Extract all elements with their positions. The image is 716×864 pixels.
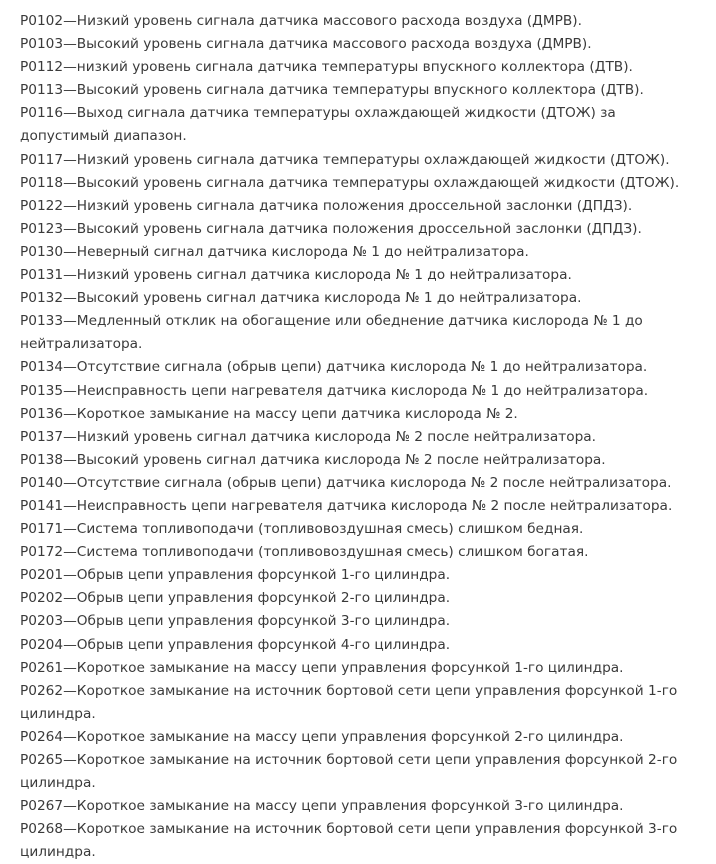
- error-code-p0136: P0136—Короткое замыкание на массу цепи датчика кислорода № 2.: [20, 405, 518, 422]
- error-code-p0268: P0268—Короткое замыкание на источник бортовой сети цепи управления форсункой 3-го цилиндра.: [20, 821, 678, 861]
- error-code-p0201: P0201—Обрыв цепи управления форсункой 1-го цилиндра.: [20, 567, 451, 584]
- error-code-p0118: P0118—Высокий уровень сигнала датчика температуры охлаждающей жидкости (ДТОЖ).: [20, 174, 680, 191]
- error-code-p0122: P0122—Низкий уровень сигнала датчика положения дроссельной заслонки (ДПДЗ).: [20, 197, 633, 214]
- error-code-p0172: P0172—Система топливоподачи (топливовоздушная смесь) слишком богатая.: [20, 544, 589, 561]
- error-code-p0267: P0267—Короткое замыкание на массу цепи управления форсункой 3-го цилиндра.: [20, 798, 624, 815]
- error-code-p0134: P0134—Отсутствие сигнала (обрыв цепи) датчика кислорода № 1 до нейтрализатора.: [20, 359, 648, 376]
- error-code-p0202: P0202—Обрыв цепи управления форсункой 2-го цилиндра.: [20, 590, 451, 607]
- error-code-p0262: P0262—Короткое замыкание на источник бортовой сети цепи управления форсункой 1-го цилиндра.: [20, 682, 678, 722]
- error-code-p0131: P0131—Низкий уровень сигнал датчика кислорода № 1 до нейтрализатора.: [20, 267, 572, 284]
- error-code-p0171: P0171—Система топливоподачи (топливовоздушная смесь) слишком бедная.: [20, 521, 584, 538]
- error-code-p0140: P0140—Отсутствие сигнала (обрыв цепи) датчика кислорода № 2 после нейтрализатора.: [20, 474, 672, 491]
- error-code-p0117: P0117—Низкий уровень сигнала датчика температуры охлаждающей жидкости (ДТОЖ).: [20, 151, 670, 168]
- error-code-p0264: P0264—Короткое замыкание на массу цепи управления форсункой 2-го цилиндра.: [20, 728, 624, 745]
- error-code-p0141: P0141—Неисправность цепи нагревателя датчика кислорода № 2 после нейтрализатора.: [20, 497, 673, 514]
- error-code-p0135: P0135—Неисправность цепи нагревателя датчика кислорода № 1 до нейтрализатора.: [20, 382, 649, 399]
- error-code-p0113: P0113—Высокий уровень сигнала датчика температуры впускного коллектора (ДТВ).: [20, 82, 644, 99]
- error-code-p0204: P0204—Обрыв цепи управления форсункой 4-го цилиндра.: [20, 636, 451, 653]
- error-code-list: [20, 10, 704, 864]
- error-code-p0102: P0102—Низкий уровень сигнала датчика массового расхода воздуха (ДМРВ).: [20, 13, 582, 29]
- error-code-p0130: P0130—Неверный сигнал датчика кислорода № 1 до нейтрализатора.: [20, 243, 529, 260]
- error-code-p0138: P0138—Высокий уровень сигнал датчика кислорода № 2 после нейтрализатора.: [20, 451, 606, 468]
- error-code-p0133: P0133—Медленный отклик на обогащение или обеднение датчика кислорода № 1 до нейтрализатора.: [20, 313, 643, 353]
- error-code-p0112: P0112—низкий уровень сигнала датчика температуры впускного коллектора (ДТВ).: [20, 59, 633, 76]
- error-code-p0203: P0203—Обрыв цепи управления форсункой 3-го цилиндра.: [20, 613, 451, 630]
- error-code-p0137: P0137—Низкий уровень сигнал датчика кислорода № 2 после нейтрализатора.: [20, 428, 597, 445]
- error-code-p0123: P0123—Высокий уровень сигнала датчика положения дроссельной заслонки (ДПДЗ).: [20, 220, 642, 237]
- error-code-p0103: P0103—Высокий уровень сигнала датчика массового расхода воздуха (ДМРВ).: [20, 36, 592, 53]
- error-code-p0261: P0261—Короткое замыкание на массу цепи управления форсункой 1-го цилиндра.: [20, 659, 624, 676]
- error-code-p0132: P0132—Высокий уровень сигнал датчика кислорода № 1 до нейтрализатора.: [20, 290, 582, 307]
- error-code-p0116: P0116—Выход сигнала датчика температуры охлаждающей жидкости (ДТОЖ) за допустимый диапазон.: [20, 105, 616, 145]
- error-code-p0265: P0265—Короткое замыкание на источник бортовой сети цепи управления форсункой 2-го цилиндра.: [20, 752, 678, 792]
